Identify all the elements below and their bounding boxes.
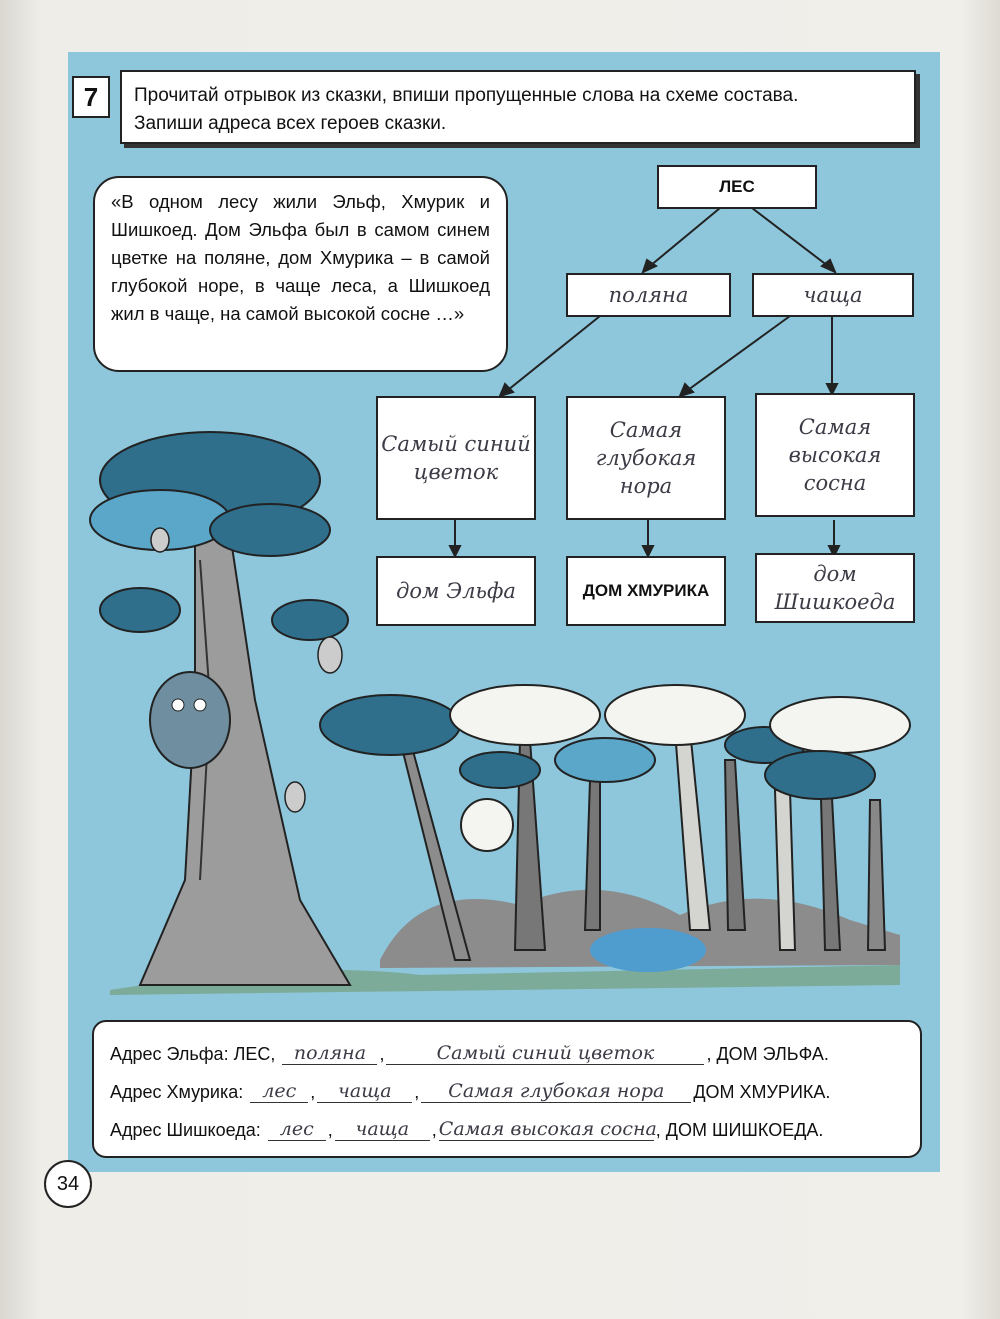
node-shishkoed-house[interactable]: дом Шишкоеда bbox=[755, 553, 915, 623]
addresses-box bbox=[92, 1020, 922, 1158]
address-khmurik: Адрес Хмурика: лес , чаща , Самая глубокая нора ДОМ ХМУРИКА. bbox=[110, 1080, 831, 1102]
address-elf: Адрес Эльфа: ЛЕС, поляна , Самый синий цветок , ДОМ ЭЛЬФА. bbox=[110, 1042, 829, 1064]
address-shishkoed-end: , ДОМ ШИШКОЕДА. bbox=[655, 1120, 824, 1140]
address-elf-label: Адрес Эльфа: bbox=[110, 1044, 229, 1064]
node-bluest-flower[interactable]: Самый синий цветок bbox=[376, 396, 536, 520]
address-elf-level1: ЛЕС, bbox=[233, 1044, 276, 1064]
address-elf-meadow[interactable]: поляна bbox=[282, 1042, 377, 1065]
address-shishkoed-forest[interactable]: лес bbox=[268, 1118, 326, 1141]
address-shishkoed-label: Адрес Шишкоеда: bbox=[110, 1120, 261, 1140]
task-number: 7 bbox=[72, 76, 110, 118]
node-thicket[interactable]: чаща bbox=[752, 273, 914, 317]
node-meadow[interactable]: поляна bbox=[566, 273, 731, 317]
node-deepest-burrow[interactable]: Самая глубокая нора bbox=[566, 396, 726, 520]
story-excerpt: «В одном лесу жили Эльф, Хмурик и Шишкоед. Дом Эльфа был в самом синем цветке на поляне, дом Хмурика – в самой глубокой норе, в чаще леса, а Шишкоед жил в чаще, на самой высокой сосне …» bbox=[93, 176, 508, 372]
instruction-line-2: Запиши адреса всех героев сказки. bbox=[134, 113, 447, 134]
address-khmurik-forest[interactable]: лес bbox=[250, 1080, 308, 1103]
node-tallest-pine[interactable]: Самая высокая сосна bbox=[755, 393, 915, 517]
node-elf-house[interactable]: дом Эльфа bbox=[376, 556, 536, 626]
address-khmurik-label: Адрес Хмурика: bbox=[110, 1082, 244, 1102]
address-khmurik-end: ДОМ ХМУРИКА. bbox=[693, 1082, 831, 1102]
address-khmurik-thicket[interactable]: чаща bbox=[317, 1080, 412, 1103]
instruction-line-1: Прочитай отрывок из сказки, впиши пропущенные слова на схеме состава. bbox=[134, 85, 799, 106]
address-elf-flower[interactable]: Самый синий цветок bbox=[386, 1042, 704, 1065]
node-forest: ЛЕС bbox=[657, 165, 817, 209]
address-elf-end: , ДОМ ЭЛЬФА. bbox=[706, 1044, 829, 1064]
address-shishkoed-thicket[interactable]: чаща bbox=[335, 1118, 430, 1141]
address-shishkoed-pine[interactable]: Самая высокая сосна bbox=[438, 1118, 657, 1140]
address-khmurik-burrow[interactable]: Самая глубокая нора bbox=[421, 1080, 691, 1103]
address-shishkoed: Адрес Шишкоеда: лес , чаща , Самая высокая сосна , ДОМ ШИШКОЕДА. bbox=[110, 1118, 824, 1140]
page-number: 34 bbox=[44, 1160, 92, 1208]
node-khmurik-house: ДОМ ХМУРИКА bbox=[566, 556, 726, 626]
